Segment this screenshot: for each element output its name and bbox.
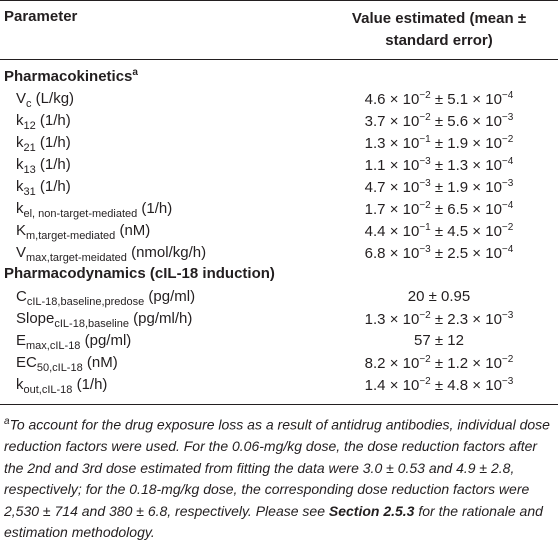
parameter-cell (16, 156, 71, 176)
parameter-symbol: C (16, 288, 27, 305)
value-error-exponent: −2 (501, 134, 514, 145)
parameter-subscript: max,cIL-18 (26, 340, 81, 352)
parameter-subscript: out,cIL-18 (23, 384, 73, 396)
value-mean-exponent: −2 (419, 200, 431, 211)
value-cell (324, 178, 554, 196)
parameter-cell (16, 288, 195, 308)
value-cell (324, 354, 554, 372)
value-mean: 1.3 × 10 (364, 135, 420, 152)
parameter-unit: (1/h) (72, 376, 108, 393)
parameter-unit: (1/h) (137, 200, 173, 217)
value-cell (324, 376, 554, 394)
value-pm: ± 5.1 × 10 (430, 91, 502, 108)
parameter-subscript: el, non-target-mediated (23, 208, 138, 220)
value-cell (324, 222, 554, 240)
header-value-line2: standard error) (385, 32, 493, 49)
parameter-subscript: max,target-meidated (26, 252, 127, 264)
value-pm: ± 4.5 × 10 (430, 223, 502, 240)
value-error-exponent: −4 (501, 244, 514, 255)
value-mean-exponent: −3 (419, 156, 431, 167)
parameter-cell (16, 112, 71, 132)
value-cell (324, 244, 554, 262)
section-pharmacodynamics: Pharmacodynamics (cIL-18 induction) (4, 265, 275, 282)
parameter-unit: (1/h) (35, 156, 71, 173)
value-pm: ± 4.8 × 10 (430, 377, 502, 394)
parameter-symbol: k (16, 200, 24, 217)
value-mean: 1.7 × 10 (364, 201, 420, 218)
table-row (0, 332, 558, 354)
table-row (0, 134, 558, 156)
value-text: 57 ± 12 (414, 332, 464, 349)
footnote-text-1: To account for the drug exposure loss as a result of antidrug antibodies, individual dose reduction factors were used. For the 0.06-mg/kg dose, the dose reduction factors after the 2nd and 3rd dose estimated from fitting the data were 3.0 ± 0.53 and 4.9 ± 2.8, respectively; for the 0.18-mg/kg dose, the corresponding dose reduction factors were 2,530 ± 714 and 380 ± 6.8, respectively. Please see (4, 416, 550, 519)
table-row (0, 310, 558, 332)
value-mean-exponent: −2 (419, 354, 431, 365)
parameter-symbol: k (16, 178, 24, 195)
table-row (0, 178, 558, 200)
footnote-text-2: for the rationale and estimation methodology. (4, 502, 543, 541)
parameter-symbol: Slope (16, 310, 55, 327)
value-mean-exponent: −1 (419, 134, 431, 145)
value-mean: 1.3 × 10 (364, 311, 420, 328)
value-mean: 4.7 × 10 (364, 179, 420, 196)
parameter-symbol: k (16, 156, 24, 173)
bottom-rule (0, 404, 558, 405)
value-pm: ± 6.5 × 10 (430, 201, 502, 218)
value-mean: 4.6 × 10 (364, 91, 420, 108)
table-row (0, 288, 558, 310)
value-mean: 6.8 × 10 (364, 245, 420, 262)
value-error-exponent: −3 (501, 310, 514, 321)
table-row (0, 222, 558, 244)
value-cell (324, 134, 554, 152)
parameter-symbol: E (16, 332, 27, 349)
parameter-symbol: k (16, 376, 24, 393)
parameter-symbol: V (16, 244, 27, 261)
value-error-exponent: −3 (501, 112, 514, 123)
value-pm: ± 5.6 × 10 (430, 113, 502, 130)
value-mean-exponent: −2 (419, 90, 431, 101)
parameter-subscript: 31 (23, 186, 36, 198)
parameter-cell (16, 310, 192, 330)
value-pm: ± 2.5 × 10 (430, 245, 502, 262)
header-parameter: Parameter (4, 8, 78, 25)
table-row (0, 244, 558, 266)
table-row (0, 354, 558, 376)
value-mean-exponent: −2 (419, 112, 431, 123)
header-value (324, 8, 554, 52)
value-pm: ± 1.9 × 10 (430, 135, 502, 152)
parameter-cell (16, 376, 107, 396)
parameter-unit: (nmol/kg/h) (126, 244, 207, 261)
parameter-cell (16, 134, 71, 154)
parameter-unit: (nM) (82, 354, 118, 371)
parameter-cell (16, 332, 131, 352)
value-cell (324, 156, 554, 174)
footnote (4, 411, 552, 544)
value-cell (324, 112, 554, 130)
value-error-exponent: −2 (501, 222, 514, 233)
value-cell (324, 288, 554, 305)
value-cell (324, 332, 554, 349)
parameter-symbol: k (16, 112, 24, 129)
parameter-unit: (pg/ml) (144, 288, 196, 305)
parameter-unit: (nM) (115, 222, 151, 239)
value-pm: ± 1.2 × 10 (430, 355, 502, 372)
parameter-cell (16, 244, 206, 264)
parameter-unit: (1/h) (35, 112, 71, 129)
footnote-mark: a (4, 416, 10, 427)
parameter-subscript: 13 (23, 164, 36, 176)
parameter-subscript: 12 (23, 120, 36, 132)
parameter-cell (16, 178, 71, 198)
table-row (0, 90, 558, 112)
value-error-exponent: −2 (501, 354, 514, 365)
parameter-subscript: cIL-18,baseline (54, 318, 129, 330)
value-mean-exponent: −1 (419, 222, 431, 233)
parameter-subscript: 21 (23, 142, 36, 154)
value-mean: 3.7 × 10 (364, 113, 420, 130)
parameter-unit: (pg/ml) (80, 332, 132, 349)
parameter-symbol: V (16, 90, 27, 107)
header-value-line1: Value estimated (mean ± (351, 10, 527, 27)
top-rule (0, 0, 558, 1)
parameter-unit: (L/kg) (31, 90, 75, 107)
parameter-cell (16, 354, 118, 374)
value-error-exponent: −3 (501, 376, 514, 387)
table-row (0, 112, 558, 134)
parameter-unit: (1/h) (35, 178, 71, 195)
value-mean: 8.2 × 10 (364, 355, 420, 372)
value-error-exponent: −4 (501, 200, 514, 211)
parameter-cell (16, 90, 74, 110)
parameter-cell (16, 222, 150, 242)
value-mean-exponent: −3 (419, 244, 431, 255)
parameter-symbol: K (16, 222, 27, 239)
footnote-ref: a (132, 67, 138, 78)
value-pm: ± 1.3 × 10 (430, 157, 502, 174)
value-cell (324, 310, 554, 328)
value-mean-exponent: −3 (419, 178, 431, 189)
table-row (0, 200, 558, 222)
parameter-cell (16, 200, 172, 220)
table-row (0, 156, 558, 178)
value-pm: ± 2.3 × 10 (430, 311, 502, 328)
value-error-exponent: −4 (501, 156, 514, 167)
parameter-unit: (1/h) (35, 134, 71, 151)
value-cell (324, 90, 554, 108)
value-mean: 1.1 × 10 (364, 157, 420, 174)
value-pm: ± 1.9 × 10 (430, 179, 502, 196)
section-pharmacokinetics (4, 67, 138, 85)
parameter-unit: (pg/ml/h) (128, 310, 193, 327)
footnote-section-ref: Section 2.5.3 (328, 502, 415, 519)
parameter-symbol: k (16, 134, 24, 151)
parameter-subscript: m,target-mediated (26, 230, 116, 242)
value-error-exponent: −3 (501, 178, 514, 189)
parameter-subscript: c (26, 98, 32, 110)
parameter-subscript: cIL-18,baseline,predose (26, 296, 145, 308)
parameter-symbol: EC (16, 354, 37, 371)
value-mean: 1.4 × 10 (364, 377, 420, 394)
table-row (0, 376, 558, 398)
parameter-subscript: 50,cIL-18 (36, 362, 83, 374)
value-mean: 4.4 × 10 (364, 223, 420, 240)
value-mean-exponent: −2 (419, 376, 431, 387)
header-rule (0, 59, 558, 60)
value-text: 20 ± 0.95 (407, 288, 471, 305)
value-error-exponent: −4 (501, 90, 514, 101)
value-mean-exponent: −2 (419, 310, 431, 321)
section-title: Pharmacokinetics (4, 68, 133, 85)
value-cell (324, 200, 554, 218)
